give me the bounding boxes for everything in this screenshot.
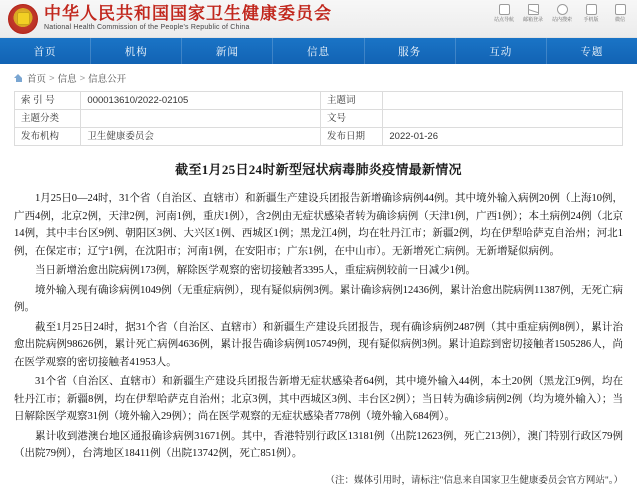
search-icon (557, 4, 568, 15)
article-paragraph: 截至1月25日24时，据31个省（自治区、直辖市）和新疆生产建设兵团报告，现有确诊病例2487例（其中重症病例8例），累计治愈出院病例98626例，累计死亡病例4636例，累计报告确诊病例105749例，现有疑似病例3例。累计追踪到密切接触者1505286人，尚在医学观察的密切接触者41953人。 (14, 321, 623, 368)
nav-item-news[interactable]: 新闻 (182, 38, 273, 64)
header-tool-label: 手机版 (583, 17, 599, 23)
article-paragraph: 1月25日0—24时，31个省（自治区、直辖市）和新疆生产建设兵团报告新增确诊病例44例。其中境外输入病例20例（上海10例，广西4例，北京2例，天津2例，河南1例，重庆1例），含2例由无症状感染者转为确诊病例（天津1例，广西1例）；本土病例24例（北京14例，其中丰台区9例、朝阳区3例、大兴区1例、西城区1例；黑龙江4例，均在牡丹江市；新疆2例，均在伊犁哈萨克自治州；河北1例，在保定市；辽宁1例，在沈阳市；河南1例，在安阳市；广东1例，在中山市）。无新增死亡病例。无新增疑似病例。 (14, 193, 623, 257)
header-tool-mail[interactable] (522, 4, 544, 23)
article-paragraph: 31个省（自治区、直辖市）和新疆生产建设兵团报告新增无症状感染者64例，其中境外输入44例，本土20例（黑龙江9例，均在牡丹江市；新疆8例，均在伊犁哈萨克自治州；北京3例，其中西城区3例、丰台区2例）；当日转为确诊病例2例（均为境外输入）；当日解除医学观察31例（境外输入29例）；尚在医学观察的无症状感染者778例（境外输入684例）。 (14, 376, 623, 422)
breadcrumb (14, 71, 623, 85)
breadcrumb-separator: > (49, 72, 55, 84)
meta-value-publishdate: 2022-01-26 (383, 128, 623, 146)
header-tool-label: 站点导航 (493, 17, 514, 23)
meta-label-docnumber: 文号 (320, 110, 382, 128)
meta-value-keyword (383, 92, 623, 110)
nav-item-information[interactable]: 信息 (273, 38, 364, 64)
article (14, 146, 623, 486)
meta-value-publisher: 卫生健康委员会 (81, 128, 321, 146)
header-tool-label: 微信 (614, 17, 625, 23)
nav-item-home[interactable]: 首页 (0, 38, 91, 64)
mail-icon (528, 4, 539, 15)
breadcrumb-separator: > (79, 72, 86, 84)
site-title-cn: 中华人民共和国国家卫生健康委员会 (44, 4, 332, 23)
site-title-en: National Health Commission of the People's Republic of China (44, 24, 250, 31)
header-tool-mobile[interactable] (580, 4, 602, 23)
main-nav (0, 38, 637, 64)
breadcrumb-item-info-disclosure[interactable]: 信息公开 (88, 74, 127, 85)
breadcrumb-home[interactable]: 首页 (27, 74, 47, 85)
header-tool-search[interactable] (551, 4, 573, 23)
article-paragraph: 当日新增治愈出院病例173例，解除医学观察的密切接触者3395人，重症病例较前一日减少1例。 (35, 265, 476, 276)
nav-item-services[interactable]: 服务 (365, 38, 456, 64)
nav-item-interaction[interactable]: 互动 (456, 38, 547, 64)
header-tool-site-nav[interactable] (493, 4, 515, 23)
mobile-icon (586, 4, 597, 15)
national-emblem-icon (8, 4, 38, 34)
table-row (15, 128, 623, 146)
meta-value-category (81, 110, 321, 128)
breadcrumb-item-information[interactable]: 信息 (57, 74, 77, 85)
meta-label-publishdate: 发布日期 (320, 128, 382, 146)
table-row (15, 92, 623, 110)
article-body (14, 190, 623, 463)
site-header (0, 0, 637, 38)
meta-label-keyword: 主题词 (320, 92, 382, 110)
breadcrumb-wrap (0, 64, 637, 91)
article-paragraph: 境外输入现有确诊病例1049例（无重症病例），现有疑似病例3例。累计确诊病例12436例，累计治愈出院病例11387例，无死亡病例。 (14, 284, 623, 313)
document-meta-table (14, 91, 623, 146)
grid-icon (499, 4, 510, 15)
article-note: （注：媒体引用时，请标注"信息来自国家卫生健康委员会官方网站"。） (325, 475, 623, 486)
header-tools (493, 4, 631, 23)
nav-item-organization[interactable]: 机构 (91, 38, 182, 64)
page-title: 截至1月25日24时新型冠状病毒肺炎疫情最新情况 (175, 162, 462, 177)
home-icon (14, 74, 23, 82)
header-tool-label: 邮箱登录 (522, 17, 543, 23)
meta-value-docnumber (383, 110, 623, 128)
nav-item-topics[interactable]: 专题 (580, 45, 604, 58)
meta-value-index: 000013610/2022-02105 (81, 92, 321, 110)
header-tool-label: 站内搜索 (551, 17, 572, 23)
table-row (15, 110, 623, 128)
site-title-block (44, 4, 332, 33)
header-tool-wechat[interactable] (609, 4, 631, 23)
meta-label-index: 索 引 号 (15, 92, 81, 110)
meta-label-category: 主题分类 (15, 110, 81, 128)
wechat-icon (615, 4, 626, 15)
article-paragraph: 累计收到港澳台地区通报确诊病例31671例。其中，香港特别行政区13181例（出院12623例，死亡213例），澳门特别行政区79例（出院79例），台湾地区18411例（出院13742例，死亡851例）。 (14, 430, 623, 459)
meta-label-publisher: 发布机构 (15, 128, 81, 146)
